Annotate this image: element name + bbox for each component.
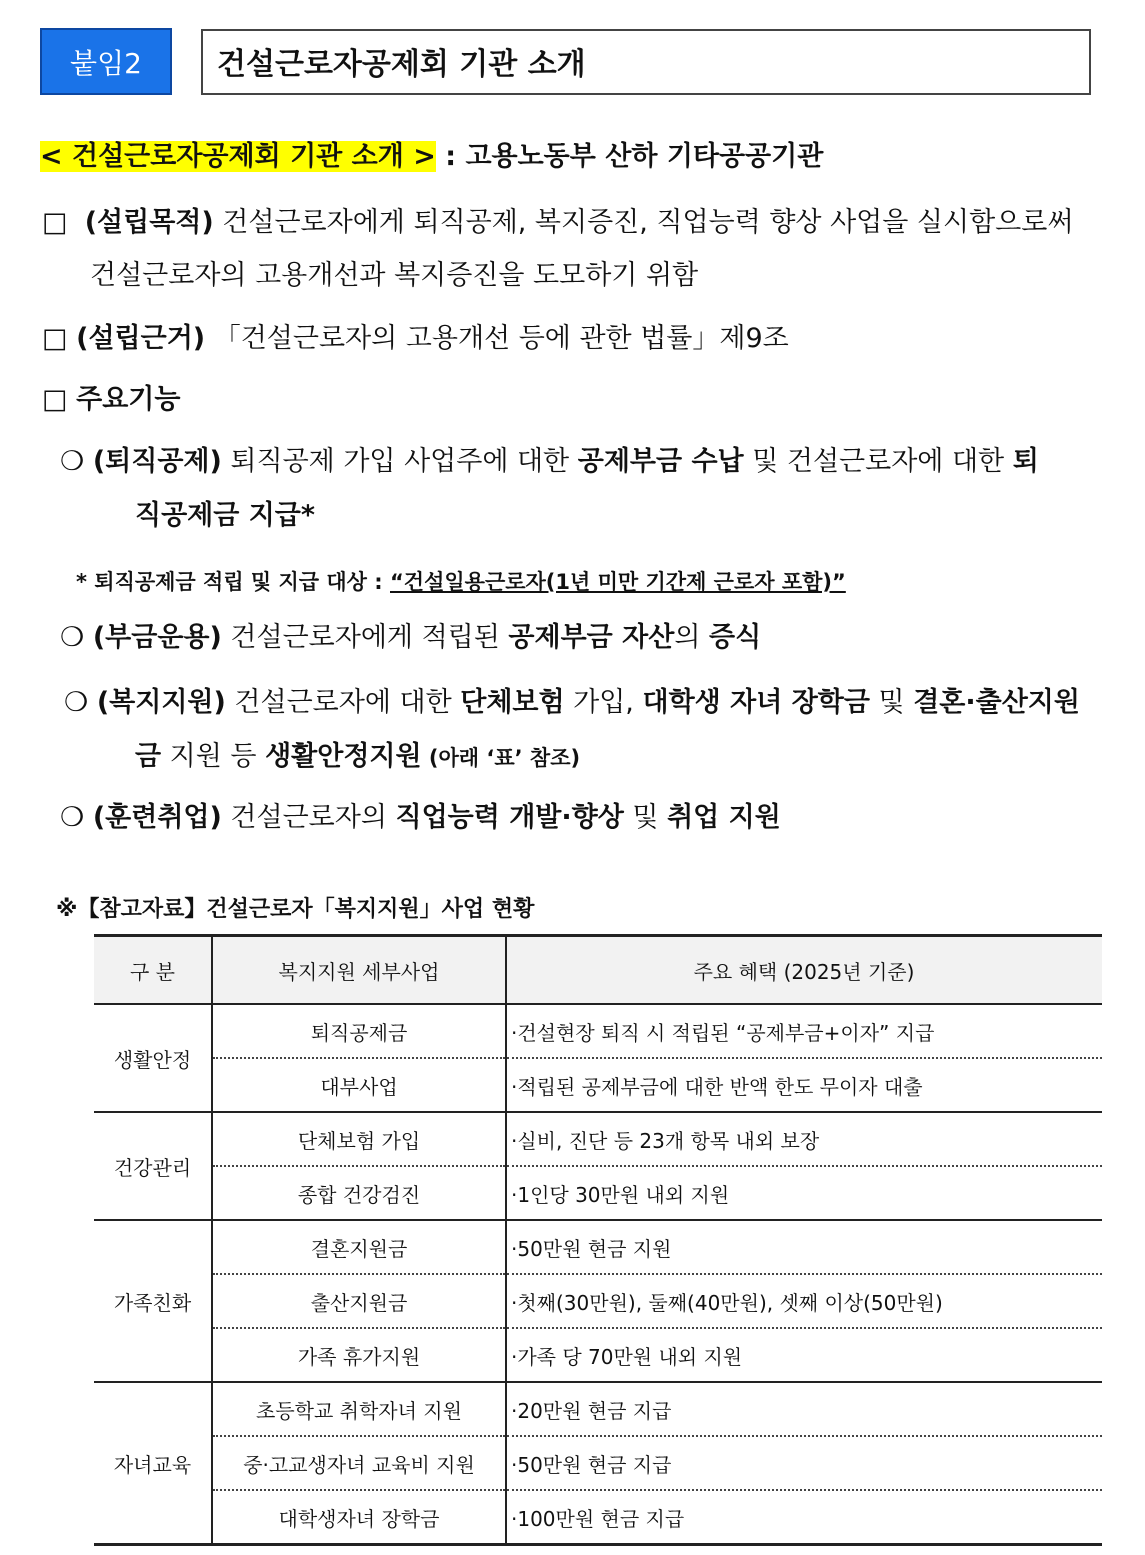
circle-marker-icon: ❍ xyxy=(60,622,85,653)
document-title: 건설근로자공제회 기관 소개 xyxy=(201,29,1091,95)
table-row xyxy=(94,1058,1102,1112)
retirement-bold-3: 직공제금 지급* xyxy=(135,500,316,531)
fund-text-2: 의 xyxy=(674,622,709,653)
circle-marker-icon: ❍ xyxy=(60,446,85,477)
purpose-label: (설립목적) xyxy=(84,207,214,238)
benefit-cell: ·적립된 공제부금에 대한 반액 한도 무이자 대출 xyxy=(506,1058,1102,1112)
welfare-small-note: (아래 ‘표’ 참조) xyxy=(421,746,581,770)
table-row xyxy=(94,1112,1102,1166)
footnote-underlined: “건설일용근로자(1년 미만 기간제 근로자 포함)” xyxy=(390,570,846,594)
fund-bold-2: 증식 xyxy=(708,622,762,653)
benefit-cell: ·건설현장 퇴직 시 적립된 “공제부금+이자” 지급 xyxy=(506,1004,1102,1058)
fund-bold-1: 공제부금 자산 xyxy=(508,622,675,653)
retirement-text-2: 및 건설근로자에 대한 xyxy=(743,446,1013,477)
retirement-line-2 xyxy=(135,500,315,532)
functions-heading xyxy=(42,384,180,416)
program-cell: 대부사업 xyxy=(212,1058,506,1112)
table-row xyxy=(94,1220,1102,1274)
benefit-cell: ·첫째(30만원), 둘째(40만원), 셋째 이상(50만원) xyxy=(506,1274,1102,1328)
functions-label: 주요기능 xyxy=(76,384,181,415)
attachment-badge: 붙임2 xyxy=(40,28,172,95)
header-program: 복지지원 세부사업 xyxy=(212,936,506,1005)
purpose-line-1 xyxy=(42,207,1073,239)
program-cell: 가족 휴가지원 xyxy=(212,1328,506,1382)
training-bold-2: 취업 지원 xyxy=(667,802,781,833)
program-cell: 종합 건강검진 xyxy=(212,1166,506,1220)
fund-label: (부금운용) xyxy=(92,622,222,653)
welfare-table xyxy=(94,934,1102,1546)
retirement-footnote xyxy=(76,566,846,596)
program-cell: 출산지원금 xyxy=(212,1274,506,1328)
program-cell: 초등학교 취학자녀 지원 xyxy=(212,1382,506,1436)
purpose-line-2: 건설근로자의 고용개선과 복지증진을 도모하기 위함 xyxy=(90,260,699,291)
purpose-text-1: 건설근로자에게 퇴직공제, 복지증진, 직업능력 향상 사업을 실시함으로써 xyxy=(213,207,1074,238)
circle-marker-icon: ❍ xyxy=(60,802,85,833)
welfare-text-2: 가입, xyxy=(564,687,643,718)
benefit-cell: ·50만원 현금 지급 xyxy=(506,1436,1102,1490)
training-line xyxy=(60,802,781,834)
benefit-cell: ·1인당 30만원 내외 지원 xyxy=(506,1166,1102,1220)
program-cell: 중·고교생자녀 교육비 지원 xyxy=(212,1436,506,1490)
welfare-text-4: 지원 등 xyxy=(161,741,266,772)
category-cell: 자녀교육 xyxy=(94,1382,212,1545)
welfare-bold-5: 생활안정지원 xyxy=(265,741,422,772)
welfare-bold-1: 단체보험 xyxy=(460,687,565,718)
category-cell: 생활안정 xyxy=(94,1004,212,1112)
program-cell: 결혼지원금 xyxy=(212,1220,506,1274)
welfare-bold-3: 결혼·출산지원 xyxy=(913,687,1080,718)
retirement-text-1: 퇴직공제 가입 사업주에 대한 xyxy=(221,446,578,477)
checkbox-marker-icon: □ xyxy=(42,323,68,354)
benefit-cell: ·20만원 현금 지급 xyxy=(506,1382,1102,1436)
training-text-1: 건설근로자의 xyxy=(221,802,396,833)
welfare-text-1: 건설근로자에 대한 xyxy=(225,687,461,718)
welfare-bold-2: 대학생 자녀 장학금 xyxy=(642,687,870,718)
retirement-bold-1: 공제부금 수납 xyxy=(577,446,744,477)
circle-marker-icon: ❍ xyxy=(64,687,89,718)
benefit-cell: ·실비, 진단 등 23개 항목 내외 보장 xyxy=(506,1112,1102,1166)
training-label: (훈련취업) xyxy=(92,802,222,833)
basis-label: (설립근거) xyxy=(76,323,206,354)
category-cell: 가족친화 xyxy=(94,1220,212,1382)
benefit-cell: ·50만원 현금 지원 xyxy=(506,1220,1102,1274)
welfare-line-2 xyxy=(135,741,580,773)
fund-text-1: 건설근로자에게 적립된 xyxy=(221,622,509,653)
checkbox-marker-icon: □ xyxy=(42,207,68,238)
program-cell: 대학생자녀 장학금 xyxy=(212,1490,506,1545)
table-header-row xyxy=(94,936,1102,1005)
table-row xyxy=(94,1004,1102,1058)
program-cell: 퇴직공제금 xyxy=(212,1004,506,1058)
retirement-label: (퇴직공제) xyxy=(92,446,222,477)
table-row xyxy=(94,1436,1102,1490)
fund-line xyxy=(60,622,761,654)
program-cell: 단체보험 가입 xyxy=(212,1112,506,1166)
header-benefit: 주요 혜택 (2025년 기준) xyxy=(506,936,1102,1005)
welfare-label: (복지지원) xyxy=(96,687,226,718)
category-cell: 건강관리 xyxy=(94,1112,212,1220)
welfare-bold-4: 금 xyxy=(135,741,162,772)
table-row xyxy=(94,1490,1102,1545)
headline-rest: : 고용노동부 산하 기타공공기관 xyxy=(435,141,824,172)
table-row xyxy=(94,1274,1102,1328)
footnote-prefix: * 퇴직공제금 적립 및 지급 대상 : xyxy=(76,570,390,594)
benefit-cell: ·가족 당 70만원 내외 지원 xyxy=(506,1328,1102,1382)
table-row xyxy=(94,1382,1102,1436)
retirement-line-1 xyxy=(60,446,1039,478)
training-text-2: 및 xyxy=(623,802,668,833)
table-row xyxy=(94,1166,1102,1220)
welfare-line-1 xyxy=(64,687,1080,719)
headline-highlight: < 건설근로자공제회 기관 소개 > xyxy=(40,141,436,172)
benefit-cell: ·100만원 현금 지급 xyxy=(506,1490,1102,1545)
headline xyxy=(40,134,823,173)
reference-title: ※【참고자료】건설근로자「복지지원」사업 현황 xyxy=(56,897,535,922)
basis-line xyxy=(42,323,789,355)
header-category: 구 분 xyxy=(94,936,212,1005)
retirement-bold-2: 퇴 xyxy=(1012,446,1039,477)
training-bold-1: 직업능력 개발·향상 xyxy=(395,802,624,833)
welfare-text-3: 및 xyxy=(869,687,914,718)
table-row xyxy=(94,1328,1102,1382)
checkbox-marker-icon: □ xyxy=(42,384,68,415)
basis-text: 「건설근로자의 고용개선 등에 관한 법률」제9조 xyxy=(213,323,789,354)
